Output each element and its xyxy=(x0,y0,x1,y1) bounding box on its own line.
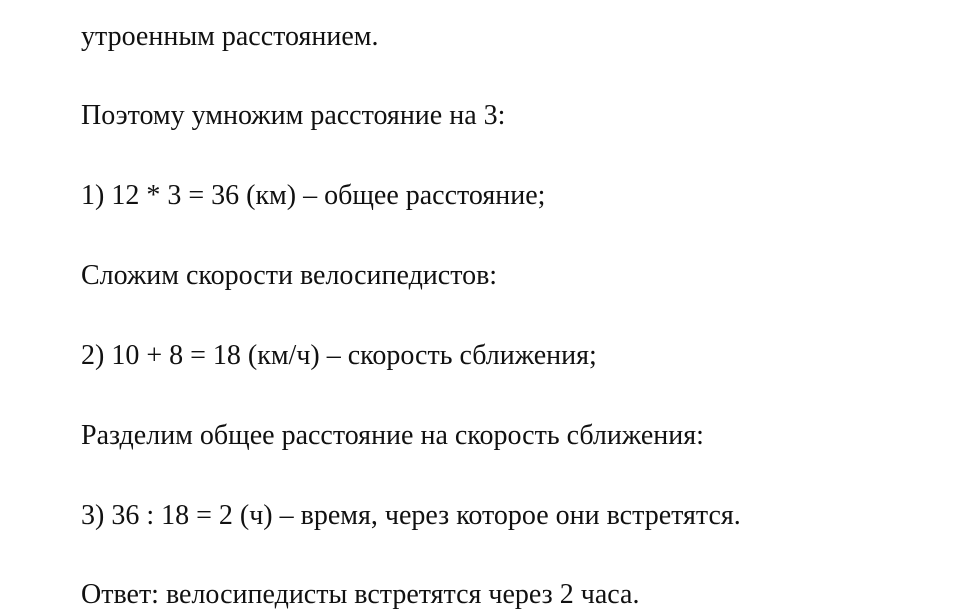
text-paragraph-continuation: утроенным расстоянием. xyxy=(81,21,379,52)
text-paragraph-step-intro: Поэтому умножим расстояние на 3: xyxy=(81,100,506,131)
text-paragraph-divide-intro: Разделим общее расстояние на скорость сближения: xyxy=(81,420,704,451)
calculation-step-3: 3) 36 : 18 = 2 (ч) – время, через которое они встретятся. xyxy=(81,500,741,531)
answer-line: Ответ: велосипедисты встретятся через 2 часа. xyxy=(81,579,640,610)
text-paragraph-speed-intro: Сложим скорости велосипедистов: xyxy=(81,260,498,291)
calculation-step-2: 2) 10 + 8 = 18 (км/ч) – скорость сближения; xyxy=(81,340,597,371)
calculation-step-1: 1) 12 * 3 = 36 (км) – общее расстояние; xyxy=(81,180,546,211)
